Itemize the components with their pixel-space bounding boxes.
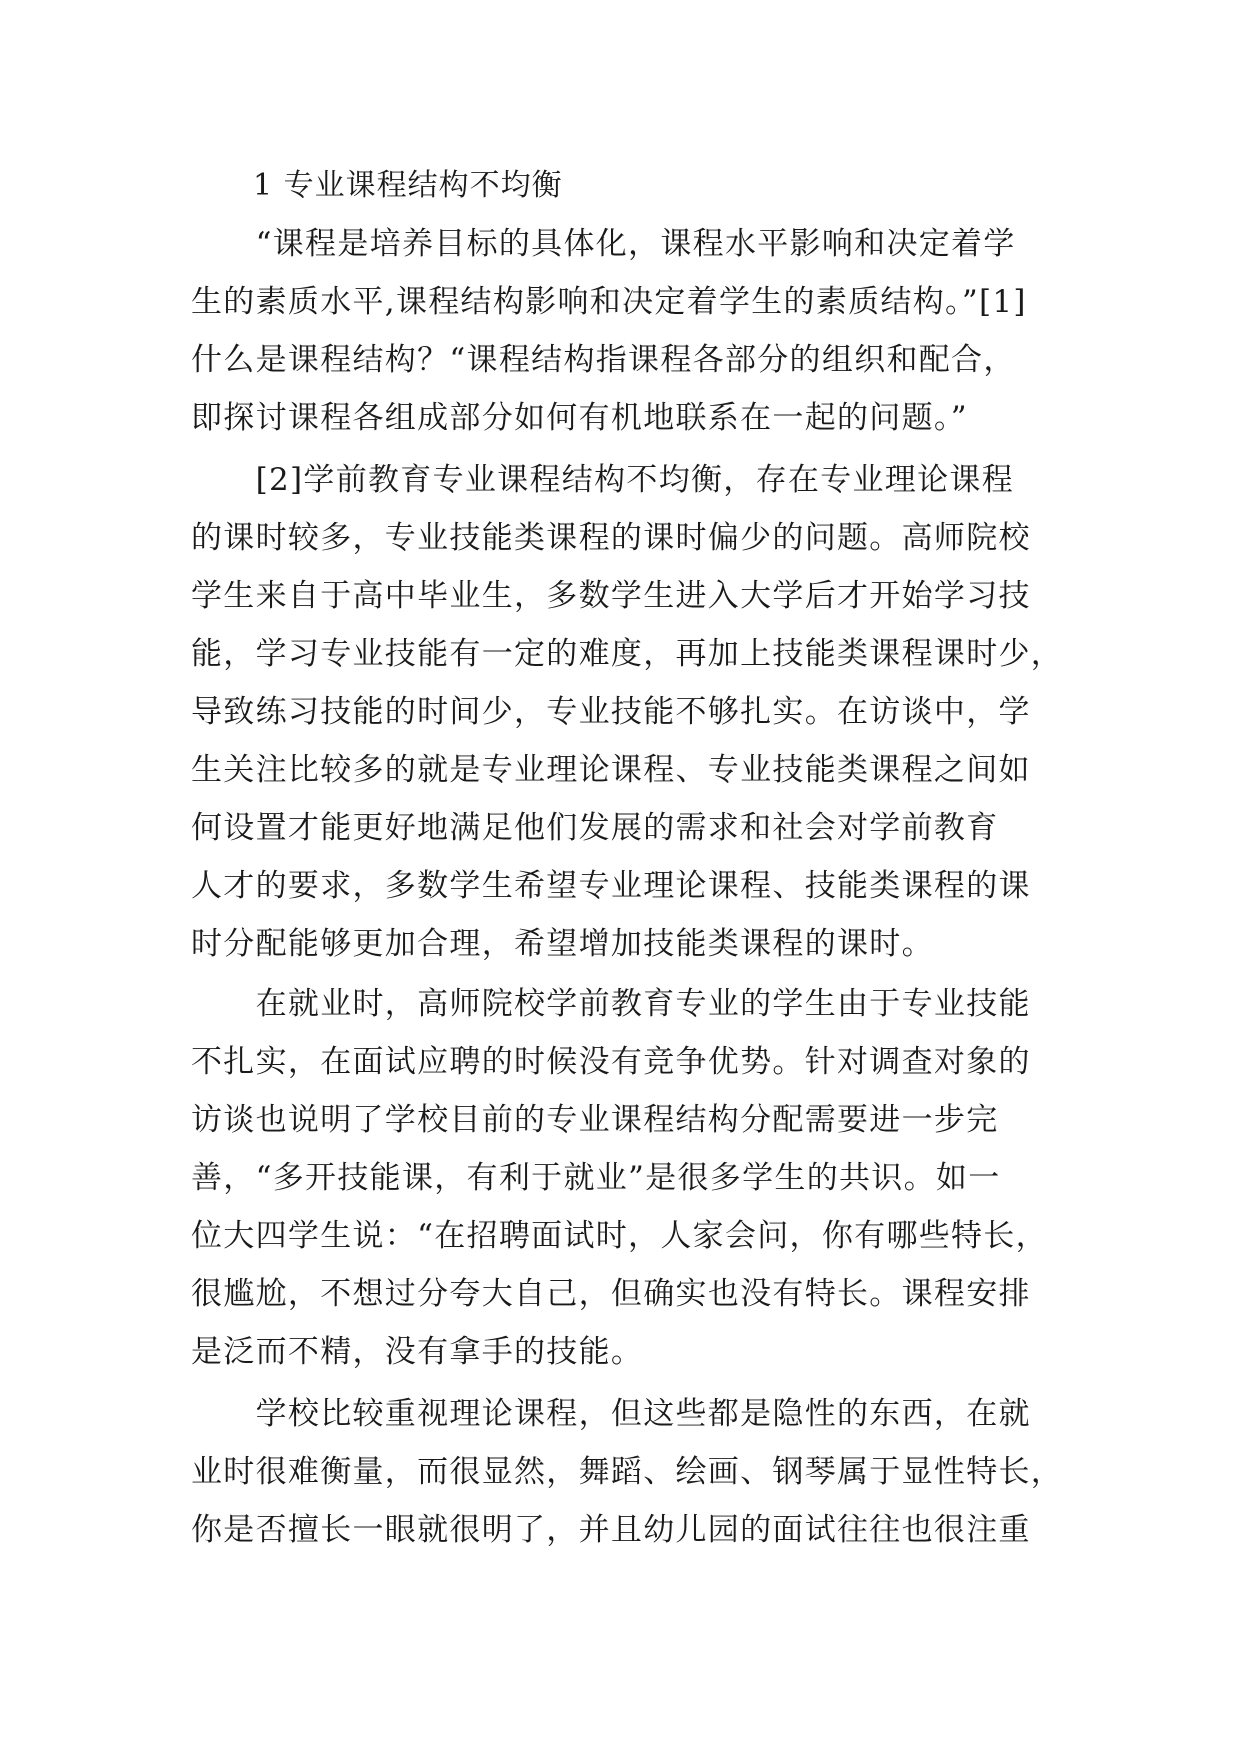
body-line-4: 即探讨课程各组成部分如何有机地联系在一起的问题。” [191,400,968,436]
body-line-18: 位大四学生说：“在招聘面试时，人家会问，你有哪些特长， [191,1218,1048,1254]
body-line-11: 何设置才能更好地满足他们发展的需求和社会对学前教育 [191,810,999,846]
body-line-10: 生关注比较多的就是专业理论课程、专业技能类课程之间如 [191,752,1031,788]
body-line-19: 很尴尬，不想过分夸大自己，但确实也没有特长。课程安排 [191,1276,1031,1312]
body-line-2: 生的素质水平,课程结构影响和决定着学生的素质结构。”[1] [191,284,1027,320]
body-line-12: 人才的要求，多数学生希望专业理论课程、技能类课程的课 [191,868,1031,904]
section-heading: 1 专业课程结构不均衡 [253,168,563,203]
body-line-9: 导致练习技能的时间少，专业技能不够扎实。在访谈中，学 [191,694,1031,730]
body-line-14: 在就业时，高师院校学前教育专业的学生由于专业技能 [191,986,1031,1022]
body-line-5: [2]学前教育专业课程结构不均衡，存在专业理论课程 [191,462,1015,498]
body-line-15: 不扎实，在面试应聘的时候没有竞争优势。针对调查对象的 [191,1044,1031,1080]
body-line-22: 业时很难衡量，而很显然，舞蹈、绘画、钢琴属于显性特长， [191,1454,1064,1490]
body-line-23: 你是否擅长一眼就很明了，并且幼儿园的面试往往也很注重 [191,1512,1031,1548]
body-line-8: 能，学习专业技能有一定的难度，再加上技能类课程课时少， [191,636,1064,672]
body-line-13: 时分配能够更加合理，希望增加技能类课程的课时。 [191,926,934,962]
body-line-1: “课程是培养目标的具体化，课程水平影响和决定着学 [191,226,1016,262]
body-line-20: 是泛而不精，没有拿手的技能。 [191,1334,644,1370]
body-line-7: 学生来自于高中毕业生，多数学生进入大学后才开始学习技 [191,578,1031,614]
body-line-3: 什么是课程结构？“课程结构指课程各部分的组织和配合， [191,342,1016,378]
body-line-6: 的课时较多，专业技能类课程的课时偏少的问题。高师院校 [191,520,1031,556]
body-line-17: 善，“多开技能课，有利于就业”是很多学生的共识。如一 [191,1160,1001,1196]
body-line-16: 访谈也说明了学校目前的专业课程结构分配需要进一步完 [191,1102,999,1138]
body-line-21: 学校比较重视理论课程，但这些都是隐性的东西，在就 [191,1396,1031,1432]
